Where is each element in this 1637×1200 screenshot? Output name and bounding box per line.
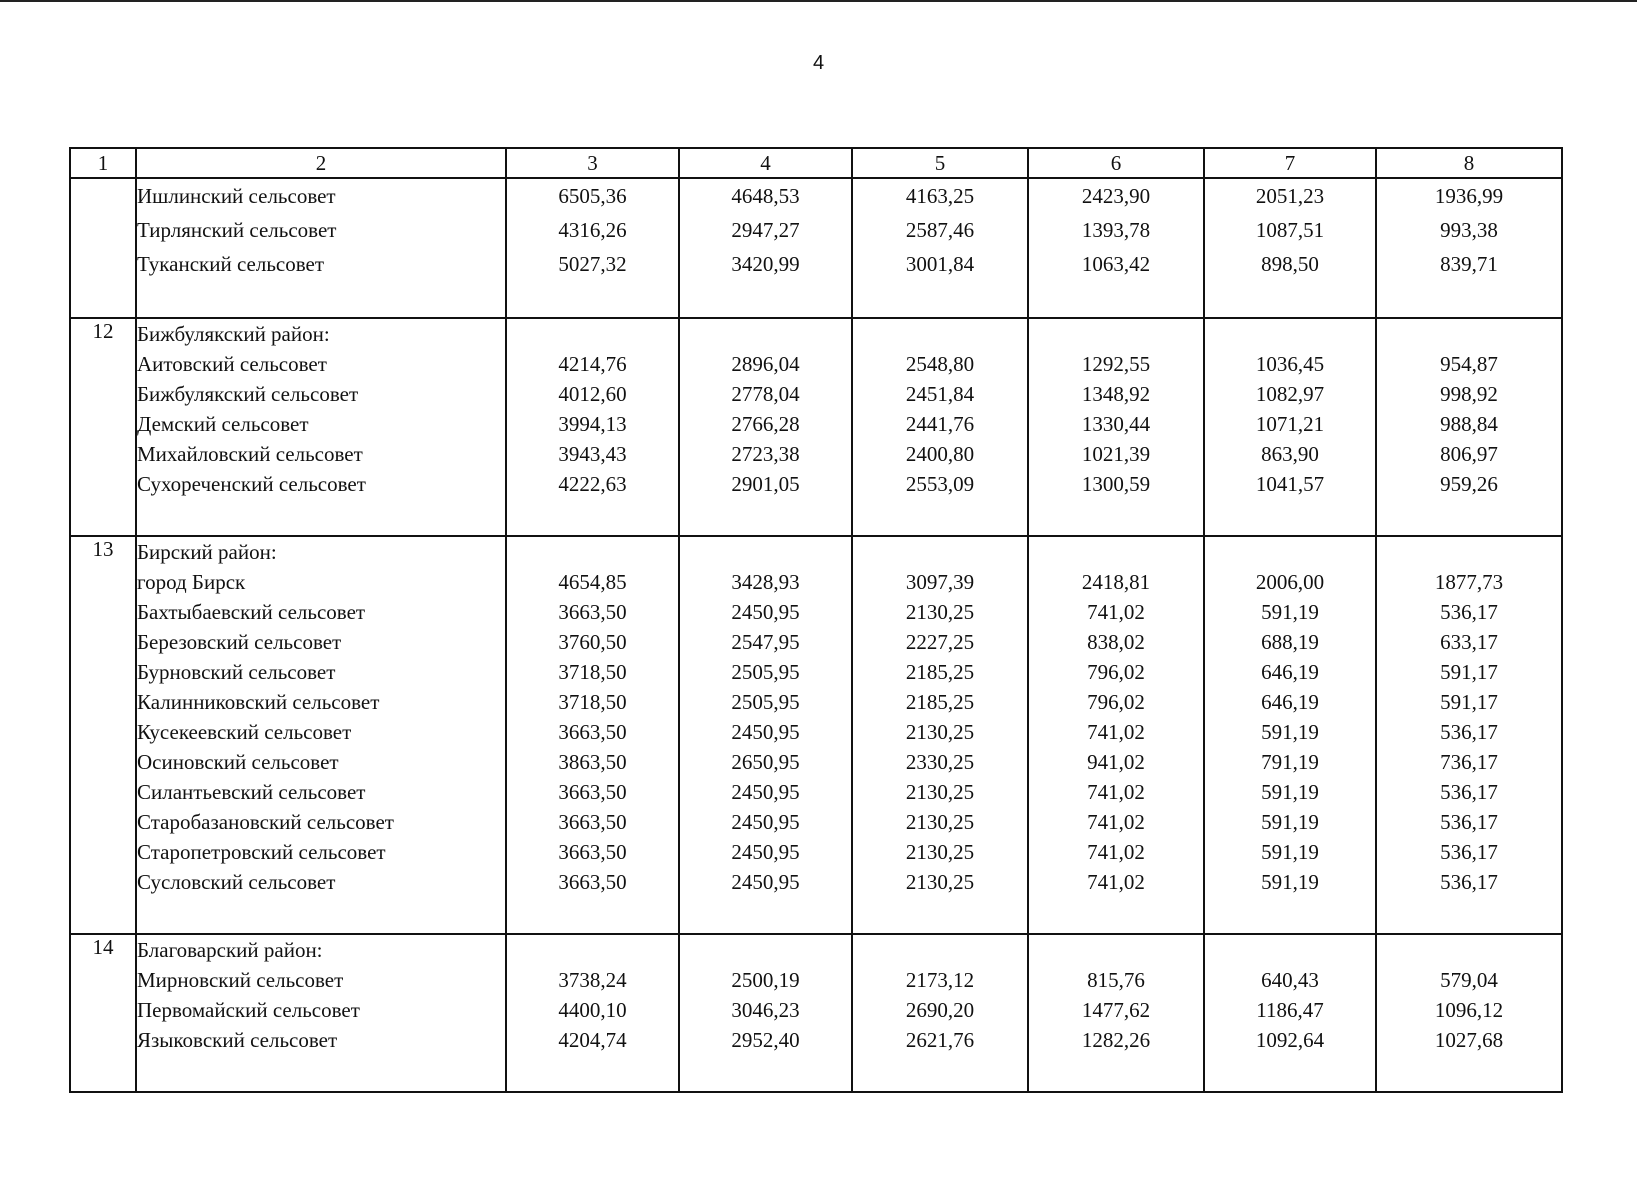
value-column <box>1028 318 1204 536</box>
value-cell: 3718,50 <box>558 660 627 684</box>
table-section <box>70 934 1562 1092</box>
value-cell: 4214,76 <box>558 352 627 376</box>
value-cell: 1041,57 <box>1255 472 1325 496</box>
value-cell: 1330,44 <box>1081 412 1151 436</box>
value-cell: 3663,50 <box>558 870 627 894</box>
settlement-name: Тирлянский сельсовет <box>137 218 337 242</box>
value-column <box>679 318 852 536</box>
settlement-name: Языковский сельсовет <box>137 1028 338 1052</box>
value-cell: 579,04 <box>1440 968 1498 992</box>
value-cell: 536,17 <box>1440 840 1498 864</box>
settlement-name: Кусекеевский сельсовет <box>137 720 352 744</box>
value-cell: 796,02 <box>1087 660 1145 684</box>
value-cell: 2130,25 <box>905 780 975 804</box>
value-column <box>1028 178 1204 318</box>
value-column <box>1204 536 1376 934</box>
name-column <box>136 536 506 934</box>
settlement-name: Березовский сельсовет <box>137 630 342 654</box>
table-row <box>70 318 1562 536</box>
value-cell: 2450,95 <box>731 780 800 804</box>
value-cell: 4400,10 <box>558 998 627 1022</box>
section-number: 14 <box>70 934 136 1092</box>
value-cell: 838,02 <box>1087 630 1145 654</box>
value-cell: 2330,25 <box>905 750 975 774</box>
page-number: 4 <box>812 52 825 74</box>
district-title: Бирский район: <box>137 540 277 564</box>
settlement-name: Ишлинский сельсовет <box>137 184 336 208</box>
value-cell: 1071,21 <box>1255 412 1325 436</box>
value-cell: 1092,64 <box>1255 1028 1325 1052</box>
value-cell: 2690,20 <box>905 998 975 1022</box>
value-cell: 646,19 <box>1261 690 1319 714</box>
settlement-name: Михайловский сельсовет <box>137 442 363 466</box>
value-column <box>1376 178 1562 318</box>
value-cell: 941,02 <box>1087 750 1145 774</box>
settlement-name: город Бирск <box>137 570 246 594</box>
value-cell: 3428,93 <box>731 570 800 594</box>
value-column <box>1376 318 1562 536</box>
value-cell: 898,50 <box>1261 252 1319 276</box>
value-cell: 3046,23 <box>731 998 800 1022</box>
value-cell: 2185,25 <box>905 660 975 684</box>
value-cell: 591,19 <box>1261 780 1319 804</box>
value-column <box>506 318 679 536</box>
value-cell: 2450,95 <box>731 810 800 834</box>
value-cell: 2650,95 <box>731 750 800 774</box>
value-cell: 791,19 <box>1261 750 1319 774</box>
settlement-name: Старопетровский сельсовет <box>137 840 386 864</box>
value-column <box>679 178 852 318</box>
value-cell: 1082,97 <box>1255 382 1325 406</box>
column-header: 2 <box>136 148 506 178</box>
table-section <box>70 536 1562 934</box>
value-cell: 3863,50 <box>558 750 627 774</box>
value-cell: 4163,25 <box>905 184 975 208</box>
value-cell: 954,87 <box>1440 352 1498 376</box>
value-column <box>506 178 679 318</box>
value-cell: 2947,27 <box>731 218 800 242</box>
column-header: 3 <box>506 148 679 178</box>
value-cell: 2130,25 <box>905 600 975 624</box>
value-cell: 2548,80 <box>905 352 975 376</box>
value-column <box>852 536 1028 934</box>
value-cell: 2450,95 <box>731 840 800 864</box>
value-column <box>1376 934 1562 1092</box>
column-header: 4 <box>679 148 852 178</box>
settlement-name: Мирновский сельсовет <box>137 968 344 992</box>
value-cell: 2587,46 <box>905 218 975 242</box>
value-cell: 1300,59 <box>1081 472 1151 496</box>
settlement-name: Калинниковский сельсовет <box>137 690 380 714</box>
value-cell: 741,02 <box>1087 810 1145 834</box>
value-cell: 2621,76 <box>905 1028 975 1052</box>
settlement-name: Сусловский сельсовет <box>137 870 336 894</box>
section-number <box>70 178 136 318</box>
value-cell: 2400,80 <box>905 442 975 466</box>
value-cell: 2450,95 <box>731 600 800 624</box>
table-row <box>70 178 1562 318</box>
value-cell: 2130,25 <box>905 720 975 744</box>
column-header: 7 <box>1204 148 1376 178</box>
value-cell: 839,71 <box>1440 252 1498 276</box>
value-cell: 3994,13 <box>558 412 627 436</box>
value-column <box>1028 536 1204 934</box>
data-table <box>69 147 1563 1093</box>
value-cell: 640,43 <box>1261 968 1319 992</box>
value-cell: 1096,12 <box>1434 998 1504 1022</box>
value-column <box>679 934 852 1092</box>
value-cell: 3001,84 <box>905 252 975 276</box>
value-cell: 2006,00 <box>1255 570 1325 594</box>
value-cell: 1348,92 <box>1081 382 1151 406</box>
value-cell: 741,02 <box>1087 840 1145 864</box>
value-cell: 1292,55 <box>1081 352 1151 376</box>
value-cell: 2901,05 <box>731 472 800 496</box>
value-cell: 741,02 <box>1087 720 1145 744</box>
value-cell: 2505,95 <box>731 660 800 684</box>
column-header: 8 <box>1376 148 1562 178</box>
settlement-name: Бахтыбаевский сельсовет <box>137 600 366 624</box>
value-cell: 4654,85 <box>558 570 627 594</box>
value-cell: 536,17 <box>1440 600 1498 624</box>
value-cell: 4648,53 <box>731 184 800 208</box>
value-cell: 591,17 <box>1440 660 1498 684</box>
value-cell: 2766,28 <box>731 412 800 436</box>
value-cell: 3738,24 <box>558 968 627 992</box>
value-cell: 3943,43 <box>558 442 627 466</box>
settlement-name: Бижбулякский сельсовет <box>137 382 359 406</box>
settlement-name: Аитовский сельсовет <box>137 352 327 376</box>
value-cell: 591,19 <box>1261 870 1319 894</box>
value-cell: 2441,76 <box>905 412 975 436</box>
column-header: 5 <box>852 148 1028 178</box>
district-title: Благоварский район: <box>137 938 323 962</box>
value-cell: 1877,73 <box>1434 570 1504 594</box>
value-column <box>852 318 1028 536</box>
settlement-name: Сухореченский сельсовет <box>137 472 366 496</box>
header-row <box>70 148 1562 178</box>
value-cell: 2130,25 <box>905 870 975 894</box>
value-cell: 536,17 <box>1440 780 1498 804</box>
value-cell: 3663,50 <box>558 600 627 624</box>
value-cell: 3097,39 <box>905 570 975 594</box>
value-cell: 2185,25 <box>905 690 975 714</box>
value-cell: 806,97 <box>1440 442 1498 466</box>
value-cell: 6505,36 <box>558 184 627 208</box>
value-cell: 633,17 <box>1440 630 1498 654</box>
value-cell: 536,17 <box>1440 810 1498 834</box>
settlement-name: Осиновский сельсовет <box>137 750 339 774</box>
value-cell: 5027,32 <box>558 252 627 276</box>
value-cell: 4222,63 <box>558 472 627 496</box>
value-cell: 2227,25 <box>905 630 975 654</box>
settlement-name: Старобазановский сельсовет <box>137 810 394 834</box>
value-cell: 3718,50 <box>558 690 627 714</box>
value-cell: 591,19 <box>1261 600 1319 624</box>
value-cell: 3663,50 <box>558 720 627 744</box>
value-cell: 1393,78 <box>1081 218 1151 242</box>
value-column <box>679 536 852 934</box>
value-cell: 1186,47 <box>1256 998 1324 1022</box>
value-cell: 2450,95 <box>731 870 800 894</box>
value-column <box>506 536 679 934</box>
value-cell: 2451,84 <box>905 382 975 406</box>
value-column <box>1376 536 1562 934</box>
settlement-name: Демский сельсовет <box>137 412 309 436</box>
table-section <box>70 318 1562 536</box>
value-column <box>506 934 679 1092</box>
value-cell: 4012,60 <box>558 382 627 406</box>
value-cell: 1087,51 <box>1255 218 1325 242</box>
value-cell: 2051,23 <box>1255 184 1325 208</box>
value-cell: 1477,62 <box>1081 998 1151 1022</box>
table-section <box>70 178 1562 318</box>
value-cell: 1027,68 <box>1434 1028 1504 1052</box>
value-cell: 736,17 <box>1440 750 1498 774</box>
value-cell: 2418,81 <box>1081 570 1151 594</box>
value-cell: 2505,95 <box>731 690 800 714</box>
column-header: 6 <box>1028 148 1204 178</box>
value-cell: 2723,38 <box>731 442 800 466</box>
value-cell: 741,02 <box>1087 780 1145 804</box>
value-cell: 959,26 <box>1440 472 1498 496</box>
value-cell: 2130,25 <box>905 840 975 864</box>
column-header: 1 <box>70 148 136 178</box>
settlement-name: Туканский сельсовет <box>137 252 325 276</box>
value-column <box>1204 178 1376 318</box>
value-cell: 2896,04 <box>731 352 800 376</box>
settlement-name: Первомайский сельсовет <box>137 998 360 1022</box>
name-column <box>136 178 506 318</box>
value-cell: 988,84 <box>1440 412 1498 436</box>
district-title: Бижбулякский район: <box>137 322 330 346</box>
value-column <box>1028 934 1204 1092</box>
value-cell: 741,02 <box>1087 870 1145 894</box>
value-cell: 1936,99 <box>1434 184 1504 208</box>
value-cell: 2173,12 <box>905 968 975 992</box>
value-cell: 4204,74 <box>558 1028 627 1052</box>
value-cell: 646,19 <box>1261 660 1319 684</box>
value-cell: 3420,99 <box>731 252 800 276</box>
value-cell: 2423,90 <box>1081 184 1151 208</box>
value-cell: 3663,50 <box>558 810 627 834</box>
value-cell: 1021,39 <box>1081 442 1151 466</box>
section-number: 13 <box>70 536 136 934</box>
value-cell: 2130,25 <box>905 810 975 834</box>
value-column <box>1204 318 1376 536</box>
settlement-name: Бурновский сельсовет <box>137 660 336 684</box>
value-cell: 998,92 <box>1440 382 1498 406</box>
settlement-name: Силантьевский сельсовет <box>137 780 366 804</box>
section-number: 12 <box>70 318 136 536</box>
value-cell: 3760,50 <box>558 630 627 654</box>
value-cell: 2500,19 <box>731 968 800 992</box>
value-cell: 2547,95 <box>731 630 800 654</box>
table-row <box>70 536 1562 934</box>
value-cell: 591,19 <box>1261 810 1319 834</box>
value-cell: 796,02 <box>1087 690 1145 714</box>
value-column <box>852 934 1028 1092</box>
value-column <box>852 178 1028 318</box>
value-cell: 1063,42 <box>1081 252 1151 276</box>
value-cell: 3663,50 <box>558 840 627 864</box>
value-cell: 536,17 <box>1440 720 1498 744</box>
value-cell: 1282,26 <box>1081 1028 1151 1052</box>
value-cell: 2778,04 <box>731 382 800 406</box>
value-cell: 591,17 <box>1440 690 1498 714</box>
value-cell: 2450,95 <box>731 720 800 744</box>
name-column <box>136 318 506 536</box>
table-row <box>70 934 1562 1092</box>
value-cell: 1036,45 <box>1255 352 1325 376</box>
value-column <box>1204 934 1376 1092</box>
value-cell: 2553,09 <box>905 472 975 496</box>
value-cell: 993,38 <box>1440 218 1498 242</box>
value-cell: 741,02 <box>1087 600 1145 624</box>
value-cell: 4316,26 <box>558 218 627 242</box>
page-top-border <box>0 0 1637 2</box>
name-column <box>136 934 506 1092</box>
value-cell: 591,19 <box>1261 840 1319 864</box>
value-cell: 591,19 <box>1261 720 1319 744</box>
value-cell: 536,17 <box>1440 870 1498 894</box>
value-cell: 3663,50 <box>558 780 627 804</box>
value-cell: 2952,40 <box>731 1028 800 1052</box>
value-cell: 688,19 <box>1261 630 1319 654</box>
value-cell: 863,90 <box>1261 442 1319 466</box>
value-cell: 815,76 <box>1087 968 1145 992</box>
